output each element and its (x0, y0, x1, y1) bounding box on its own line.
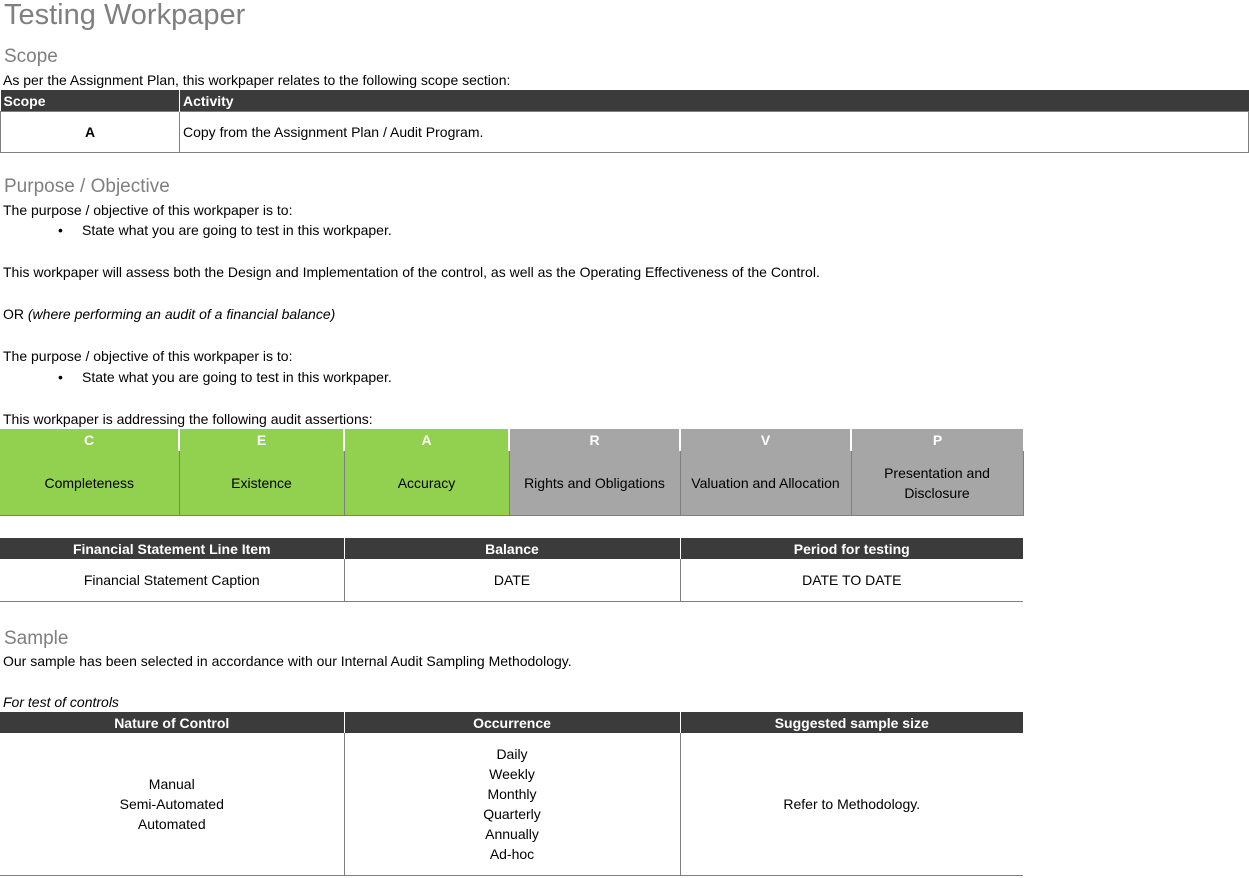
nature-item: Automated (137, 816, 206, 832)
assertion-valuation: Valuation and Allocation (680, 451, 851, 516)
sample-intro: Our sample has been selected in accordance with our Internal Audit Sampling Methodology. (3, 653, 572, 669)
assertion-letter-e: E (179, 429, 344, 451)
nature-item: Semi-Automated (119, 796, 224, 812)
assertion-accuracy: Accuracy (344, 451, 509, 516)
nature-cell (0, 733, 344, 876)
balance-col-header: Balance (344, 538, 680, 559)
period-col-header: Period for testing (680, 538, 1023, 559)
fsli-table (0, 538, 1023, 602)
bullet-item-1 (58, 222, 392, 239)
scope-intro: As per the Assignment Plan, this workpaper relates to the following scope section: (3, 72, 511, 88)
occurrence-item: Quarterly (483, 806, 541, 822)
sample-heading: Sample (4, 628, 69, 649)
bullet-text-2: State what you are going to test in this workpaper. (82, 369, 392, 385)
activity-col-header: Activity (180, 90, 1249, 112)
purpose-heading: Purpose / Objective (4, 176, 170, 197)
or-italic: (where performing an audit of a financial balance) (27, 306, 336, 322)
size-cell: Refer to Methodology. (680, 733, 1023, 876)
fsli-cell: Financial Statement Caption (0, 559, 344, 602)
occurrence-col-header: Occurrence (344, 712, 680, 733)
scope-table (0, 90, 1249, 153)
assertion-rights: Rights and Obligations (509, 451, 680, 516)
assertion-existence: Existence (179, 451, 344, 516)
page-title: Testing Workpaper (4, 0, 246, 31)
bullet-text-1: State what you are going to test in this workpaper. (82, 222, 392, 238)
scope-col-header: Scope (1, 90, 180, 112)
balance-cell: DATE (344, 559, 680, 602)
sample-subheading: For test of controls (3, 694, 119, 710)
assertion-letter-r: R (509, 429, 680, 451)
purpose-intro-1: The purpose / objective of this workpaper is to: (3, 202, 293, 218)
size-col-header: Suggested sample size (680, 712, 1023, 733)
occurrence-list (345, 744, 680, 864)
activity-cell: Copy from the Assignment Plan / Audit Program. (180, 112, 1249, 153)
fsli-col-header: Financial Statement Line Item (0, 538, 344, 559)
assess-statement: This workpaper will assess both the Design and Implementation of the control, as well as the Operating Effectiveness of the Control. (3, 264, 820, 280)
nature-col-header: Nature of Control (0, 712, 344, 733)
occurrence-item: Monthly (487, 786, 537, 802)
assertion-letter-a: A (344, 429, 509, 451)
bullet-icon: • (58, 222, 63, 238)
bullet-icon: • (58, 369, 63, 385)
assertion-completeness: Completeness (0, 451, 179, 516)
assertion-letter-p: P (851, 429, 1023, 451)
scope-heading: Scope (4, 46, 58, 67)
scope-cell: A (1, 112, 180, 153)
or-prefix: OR (3, 306, 28, 322)
nature-list (0, 774, 344, 834)
bullet-item-2 (58, 369, 392, 386)
assertions-table (0, 429, 1024, 516)
occurrence-item: Ad-hoc (489, 846, 535, 862)
assertions-intro: This workpaper is addressing the following audit assertions: (3, 411, 373, 427)
period-cell: DATE TO DATE (680, 559, 1023, 602)
occurrence-item: Daily (496, 746, 528, 762)
assertion-presentation: Presentation and Disclosure (851, 451, 1023, 516)
assertion-letter-v: V (680, 429, 851, 451)
sample-table (0, 712, 1023, 876)
assertion-letter-c: C (0, 429, 179, 451)
occurrence-item: Annually (485, 826, 539, 842)
purpose-intro-2: The purpose / objective of this workpaper is to: (3, 348, 293, 364)
occurrence-cell (344, 733, 680, 876)
nature-item: Manual (148, 776, 195, 792)
occurrence-item: Weekly (489, 766, 535, 782)
or-line (3, 306, 335, 323)
